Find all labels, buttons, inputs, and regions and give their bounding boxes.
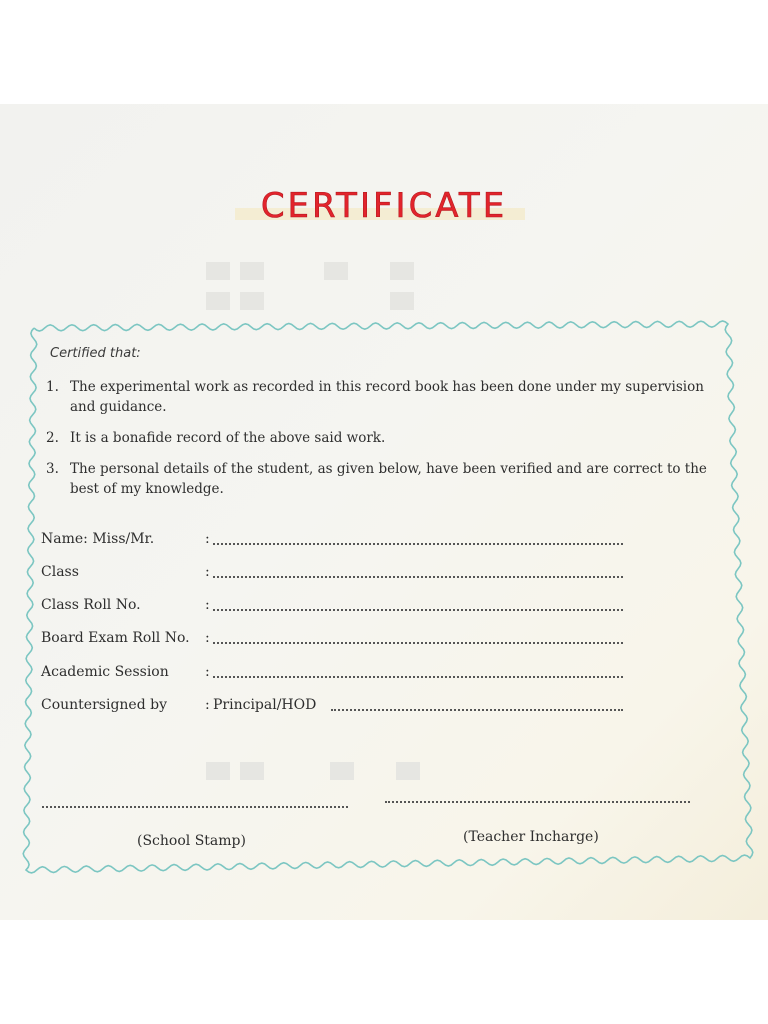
item-text: The personal details of the student, as given below, have been verified and are correct to the best of my knowledge. xyxy=(70,461,707,497)
field-label: Countersigned by xyxy=(41,697,167,713)
school-stamp-line[interactable] xyxy=(42,806,348,808)
field-label: Board Exam Roll No. xyxy=(41,630,190,646)
teacher-incharge-label: (Teacher Incharge) xyxy=(463,829,599,845)
item-text: The experimental work as recorded in this record book has been done under my supervision and guidance. xyxy=(70,379,704,415)
field-label: Name: Miss/Mr. xyxy=(41,531,155,547)
item-number: 1. xyxy=(46,379,59,395)
fill-line[interactable] xyxy=(213,642,623,644)
certified-intro: Certified that: xyxy=(50,346,141,361)
teacher-signature-line[interactable] xyxy=(385,801,690,803)
field-colon: : xyxy=(205,664,210,680)
school-stamp-label: (School Stamp) xyxy=(137,833,246,849)
item-text: It is a bonafide record of the above said work. xyxy=(70,430,386,446)
fill-line[interactable] xyxy=(213,609,623,611)
countersign-value: Principal/HOD xyxy=(213,697,317,713)
field-colon: : xyxy=(205,630,210,646)
field-colon: : xyxy=(205,697,210,713)
field-colon: : xyxy=(205,597,210,613)
certificate-title: CERTIFICATE xyxy=(260,186,508,226)
item-number: 3. xyxy=(46,461,59,477)
field-label: Academic Session xyxy=(41,664,169,680)
field-colon: : xyxy=(205,531,210,547)
item-number: 2. xyxy=(46,430,59,446)
field-label: Class Roll No. xyxy=(41,597,141,613)
fill-line[interactable] xyxy=(213,576,623,578)
field-colon: : xyxy=(205,564,210,580)
field-label: Class xyxy=(41,564,79,580)
fill-line[interactable] xyxy=(213,543,623,545)
fill-line[interactable] xyxy=(331,709,623,711)
fill-line[interactable] xyxy=(213,676,623,678)
